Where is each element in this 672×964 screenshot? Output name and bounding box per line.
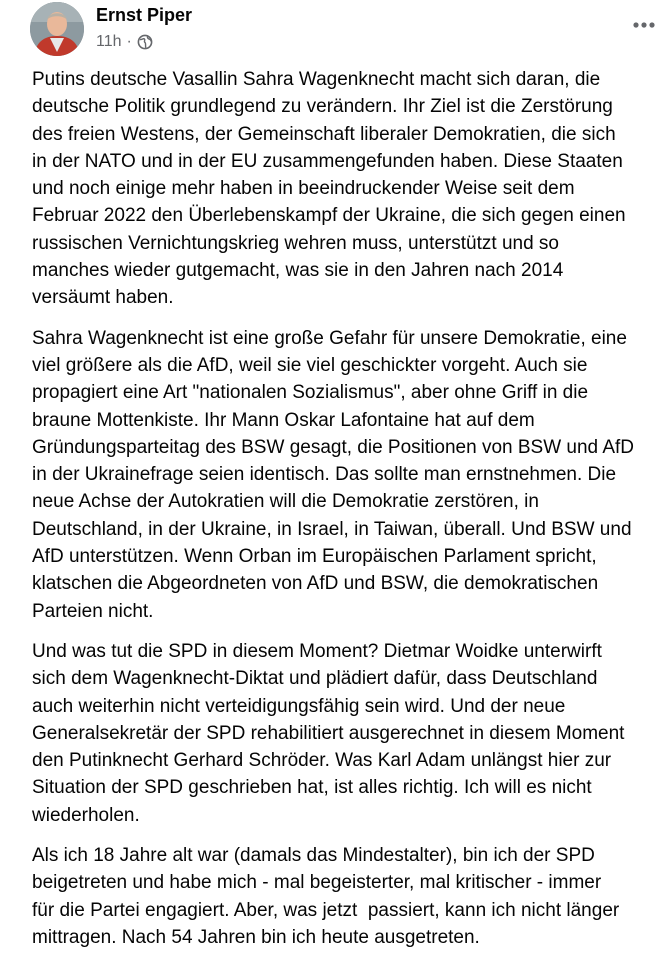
meta-separator: · [126, 33, 132, 50]
post-paragraph-3: Und was tut die SPD in diesem Moment? Dietmar Woidke unterwirft sich dem Wagenknecht-Diktat und plädiert dafür, dass Deutschland auch weiterhin nicht verteidigungsfähig sein wird. Und der neue Generalsekretär der SPD rehabilitiert ausgerechnet in diesem Moment den Putinknecht Gerhard Schröder. Was Karl Adam unlängst hier zur Situation der SPD geschrieben hat, ist alles richtig. Ich will es nicht wiederholen. [32, 640, 625, 826]
profile-photo-icon [30, 2, 84, 56]
post-paragraph-4: Als ich 18 Jahre alt war (damals das Mindestalter), bin ich der SPD beigetreten und habe mich - mal begeisterter, mal kritischer - immer für die Partei engagiert. Aber, was jetzt passiert, kann ich nicht länger mittragen. Nach 54 Jahren bin ich heute ausgetreten. [32, 845, 620, 948]
author-name[interactable]: Ernst Piper [96, 5, 193, 25]
post-body [32, 66, 664, 964]
post-paragraph-2: Sahra Wagenknecht ist eine große Gefahr für unsere Demokratie, eine viel größere als die AfD, weil sie viel geschickter vorgeht. Auch sie propagiert eine Art "nationalen Sozialismus", aber ohne Griff in die braune Mottenkiste. Ihr Mann Oskar Lafontaine hat auf dem Gründungsparteitag des BSW gesagt, die Positionen von BSW und AfD in der Ukrainefrage seien identisch. Das sollte man ernstnehmen. Die neue Achse der Autokratien will die Demokratie zerstören, in Deutschland, in der Ukraine, in Israel, in Taiwan, überall. Und BSW und AfD unterstützen. Wenn Orban im Europäischen Parlament spricht, klatschen die Abgeordneten von AfD und BSW, die demokratischen Parteien nicht. [32, 327, 635, 622]
post-paragraph-1: Putins deutsche Vasallin Sahra Wagenknecht macht sich daran, die deutsche Politik grundlegend zu verändern. Ihr Ziel ist die Zerstörung des freien Westens, der Gemeinschaft liberaler Demokratien, die sich in der NATO und in der EU zusammengefunden haben. Diese Staaten und noch einige mehr haben in beeindruckender Weise seit dem Februar 2022 den Überlebenskampf der Ukraine, die sich gegen einen russischen Vernichtungskrieg wehren muss, unterstützt und so manches wieder gutgemacht, was sie in den Jahren nach 2014 versäumt haben. [32, 69, 626, 309]
avatar[interactable] [30, 2, 84, 56]
post-meta [96, 32, 153, 52]
post-timestamp[interactable]: 11h [96, 33, 122, 50]
globe-icon[interactable] [137, 34, 153, 50]
more-options-button[interactable] [624, 8, 664, 42]
more-horizontal-icon [632, 21, 656, 29]
